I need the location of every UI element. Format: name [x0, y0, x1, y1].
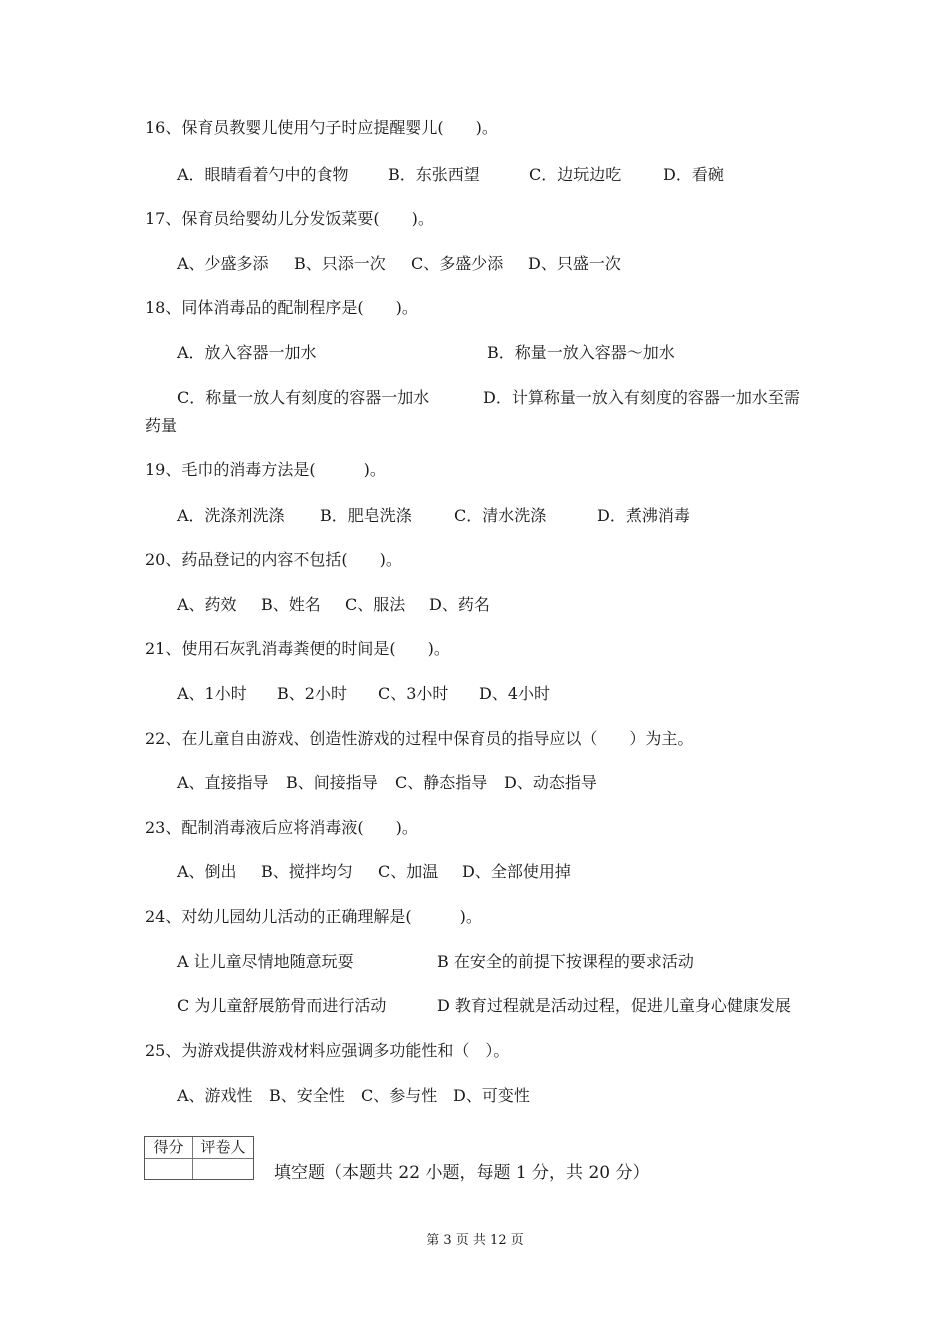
- score-label: 得分: [145, 1137, 193, 1158]
- question-22-option-c: C、静态指导: [395, 773, 488, 792]
- question-24-option-c: C 为儿童舒展筋骨而进行活动: [177, 996, 387, 1015]
- question-24-stem: 24、对幼儿园幼儿活动的正确理解是( )。: [145, 907, 482, 926]
- question-25-option-d: D、可变性: [453, 1086, 530, 1105]
- question-25-option-c: C、参与性: [361, 1086, 438, 1105]
- question-20-option-a: A、药效: [177, 595, 237, 614]
- question-23-option-a: A、倒出: [177, 862, 237, 881]
- question-23-option-c: C、加温: [378, 862, 439, 881]
- question-18-option-a: A．放入容器一加水: [177, 343, 317, 362]
- question-23-option-b: B、搅拌均匀: [261, 862, 353, 881]
- question-18-option-d: D．计算称量一放入有刻度的容器一加水至需: [483, 388, 800, 407]
- question-25-option-a: A、游戏性: [177, 1086, 253, 1105]
- question-16-option-c: C．边玩边吃: [529, 165, 622, 184]
- question-20-option-b: B、姓名: [261, 595, 321, 614]
- question-16-stem: 16、保育员教婴儿使用勺子时应提醒婴儿( )。: [145, 118, 498, 137]
- question-16-option-d: D．看碗: [663, 165, 724, 184]
- question-17-option-a: A、少盛多添: [177, 254, 269, 273]
- question-18-option-c: C．称量一放人有刻度的容器一加水: [177, 388, 430, 407]
- question-20-option-c: C、服法: [345, 595, 406, 614]
- question-18-option-b: B．称量一放入容器～加水: [487, 343, 675, 362]
- question-16-option-b: B．东张西望: [388, 165, 480, 184]
- page-footer: 第 3 页 共 12 页: [426, 1233, 524, 1248]
- grader-label: 评卷人: [200, 1138, 246, 1156]
- question-24-option-d: D 教育过程就是活动过程，促进儿童身心健康发展: [437, 996, 791, 1015]
- question-19-stem: 19、毛巾的消毒方法是( )。: [145, 460, 386, 479]
- question-20-stem: 20、药品登记的内容不包括( )。: [145, 550, 402, 569]
- question-24-option-b: B 在安全的前提下按课程的要求活动: [437, 952, 694, 971]
- question-22-option-d: D、动态指导: [504, 773, 597, 792]
- question-18-continuation: 药量: [145, 416, 178, 435]
- question-25-stem: 25、为游戏提供游戏材料应强调多功能性和（ ）。: [145, 1041, 510, 1060]
- question-24-option-a: A 让儿童尽情地随意玩耍: [177, 952, 354, 971]
- question-17-option-d: D、只盛一次: [528, 254, 621, 273]
- grader-cell[interactable]: [193, 1159, 253, 1179]
- question-21-option-b: B、2小时: [277, 684, 347, 703]
- question-21-option-a: A、1小时: [177, 684, 247, 703]
- question-21-option-c: C、3小时: [378, 684, 449, 703]
- question-22-option-b: B、间接指导: [286, 773, 378, 792]
- question-18-stem: 18、同体消毒品的配制程序是( )。: [145, 298, 418, 317]
- score-cell[interactable]: [145, 1159, 193, 1179]
- section-title: 填空题（本题共 22 小题，每题 1 分，共 20 分）: [274, 1163, 650, 1183]
- question-21-stem: 21、使用石灰乳消毒粪便的时间是( )。: [145, 639, 450, 658]
- question-21-option-d: D、4小时: [479, 684, 551, 703]
- question-23-option-d: D、全部使用掉: [462, 862, 571, 881]
- question-17-option-b: B、只添一次: [294, 254, 386, 273]
- question-19-option-c: C．清水洗涤: [454, 506, 547, 525]
- question-19-option-d: D．煮沸消毒: [597, 506, 690, 525]
- question-25-option-b: B、安全性: [269, 1086, 345, 1105]
- question-22-stem: 22、在儿童自由游戏、创造性游戏的过程中保育员的指导应以（ ）为主。: [145, 729, 694, 748]
- question-16-option-a: A．眼睛看着勺中的食物: [177, 165, 349, 184]
- question-22-option-a: A、直接指导: [177, 773, 269, 792]
- question-19-option-b: B．肥皂洗涤: [320, 506, 412, 525]
- question-20-option-d: D、药名: [429, 595, 490, 614]
- question-23-stem: 23、配制消毒液后应将消毒液( )。: [145, 818, 418, 837]
- question-17-option-c: C、多盛少添: [411, 254, 504, 273]
- question-19-option-a: A．洗涤剂洗涤: [177, 506, 285, 525]
- question-17-stem: 17、保育员给婴幼儿分发饭菜要( )。: [145, 209, 434, 228]
- score-box: [144, 1136, 254, 1180]
